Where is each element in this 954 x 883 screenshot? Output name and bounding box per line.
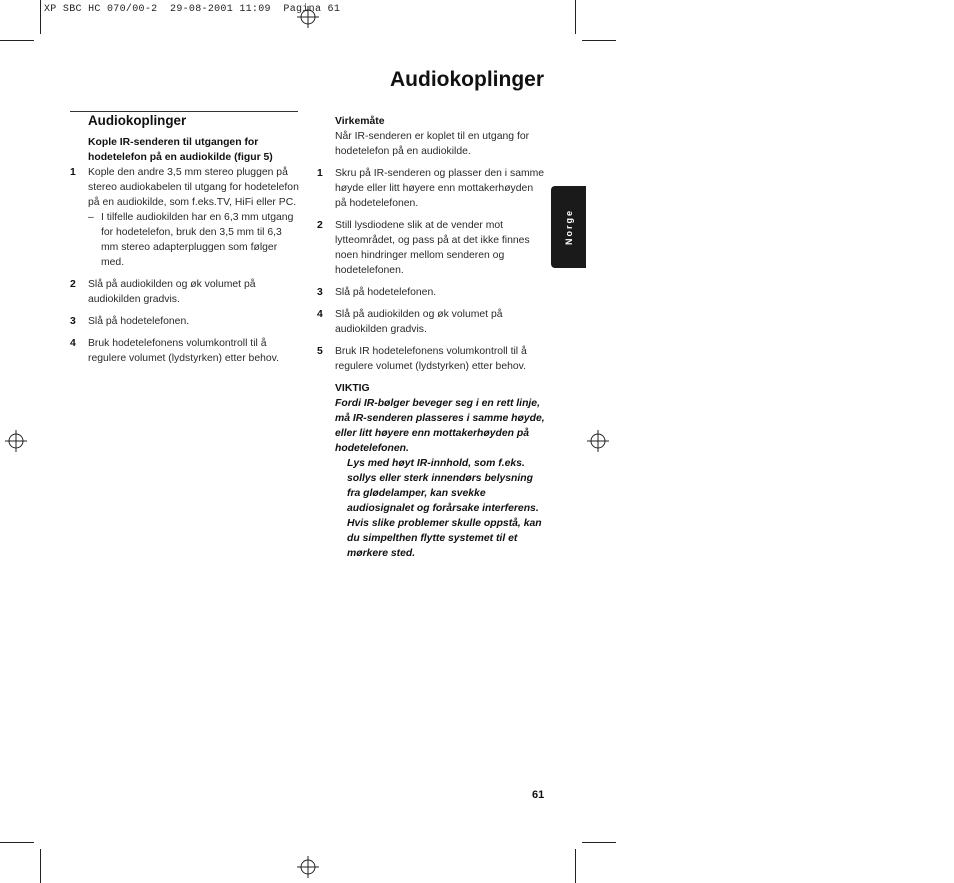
section-subheading: Kople IR-senderen til utgangen for hodetelefon på en audiokilde (figur 5) [88,137,273,163]
page-title: Audiokoplinger [390,68,544,91]
step-number: 3 [70,316,76,327]
step-text: Bruk hodetelefonens volumkontroll til å regulere volumet (lydstyrken) etter behov. [88,338,279,364]
intro-text: Når IR-senderen er koplet til en utgang for hodetelefon på en audiokilde. [335,131,530,157]
crop-mark [0,842,34,843]
section-subheading: Virkemåte [335,116,385,127]
left-column [70,111,299,366]
page-number: 61 [532,789,545,801]
crop-mark [40,0,41,34]
step-number: 3 [317,287,323,298]
section-heading: Audiokoplinger [88,113,187,128]
right-column [317,114,546,561]
step-item [317,285,546,300]
step-number: 1 [317,168,323,179]
crop-mark [0,40,34,41]
step-text: Slå på audiokilden og øk volumet på audiokilden gradvis. [335,309,503,335]
step-item [70,314,299,329]
step-number: 4 [70,338,76,349]
step-text: Skru på IR-senderen og plasser den i samme høyde eller litt høyere enn mottakerhøyden på hodetelefonen. [335,168,545,209]
note-text: I tilfelle audiokilden har en 6,3 mm utgang for hodetelefon, bruk den 3,5 mm til 6,3 mm stereo adapterpluggen som følger med. [101,212,294,268]
crop-mark [40,849,41,883]
step-note [70,210,299,270]
warning-paragraph: Fordi IR-bølger beveger seg i en rett linje, må IR-senderen plasseres i samme høyde, eller litt høyere enn mottakerhøyden på hodetelefonen. [335,398,545,454]
step-item [317,166,546,211]
crop-mark [582,40,616,41]
crop-mark [582,842,616,843]
step-item [317,307,546,337]
warning-title: VIKTIG [335,383,370,394]
step-text: Still lysdiodene slik at de vender mot lytteområdet, og pass på at det ikke finnes noen hindringer mellom senderen og hodetelefonen. [335,220,530,276]
warning-text [335,396,546,561]
crop-mark [575,849,576,883]
step-item [70,336,299,366]
step-item [70,277,299,307]
step-item [317,344,546,374]
print-header: XP SBC HC 070/00-2 29-08-2001 11:09 Pagina 61 [44,4,341,15]
step-item [317,218,546,278]
language-tab [551,186,586,268]
step-number: 5 [317,346,323,357]
step-text: Slå på hodetelefonen. [88,316,190,327]
step-text: Slå på hodetelefonen. [335,287,437,298]
registration-mark-icon [297,6,319,28]
step-item [70,165,299,210]
step-text: Bruk IR hodetelefonens volumkontroll til å regulere volumet (lydstyrken) etter behov. [335,346,527,372]
step-number: 2 [317,220,323,231]
registration-mark-icon [5,430,27,452]
crop-mark [575,0,576,34]
step-number: 1 [70,167,76,178]
step-text: Kople den andre 3,5 mm stereo pluggen på stereo audiokabelen til utgang for hodetelefon på en audiokilde, som f.eks.TV, HiFi eller PC. [88,167,299,208]
language-tab-label: Norge [563,208,574,246]
registration-mark-icon [587,430,609,452]
registration-mark-icon [297,856,319,878]
step-number: 4 [317,309,323,320]
dash-marker: – [88,212,94,223]
warning-paragraph: Lys med høyt IR-innhold, som f.eks. sollys eller sterk innendørs belysning fra glødelamper, kan svekke audiosignalet og forårsake interferens. Hvis slike problemer skulle oppstå, kan du simpelthen flytte systemet til et mørkere sted. [347,458,542,559]
step-text: Slå på audiokilden og øk volumet på audiokilden gradvis. [88,279,256,305]
step-number: 2 [70,279,76,290]
